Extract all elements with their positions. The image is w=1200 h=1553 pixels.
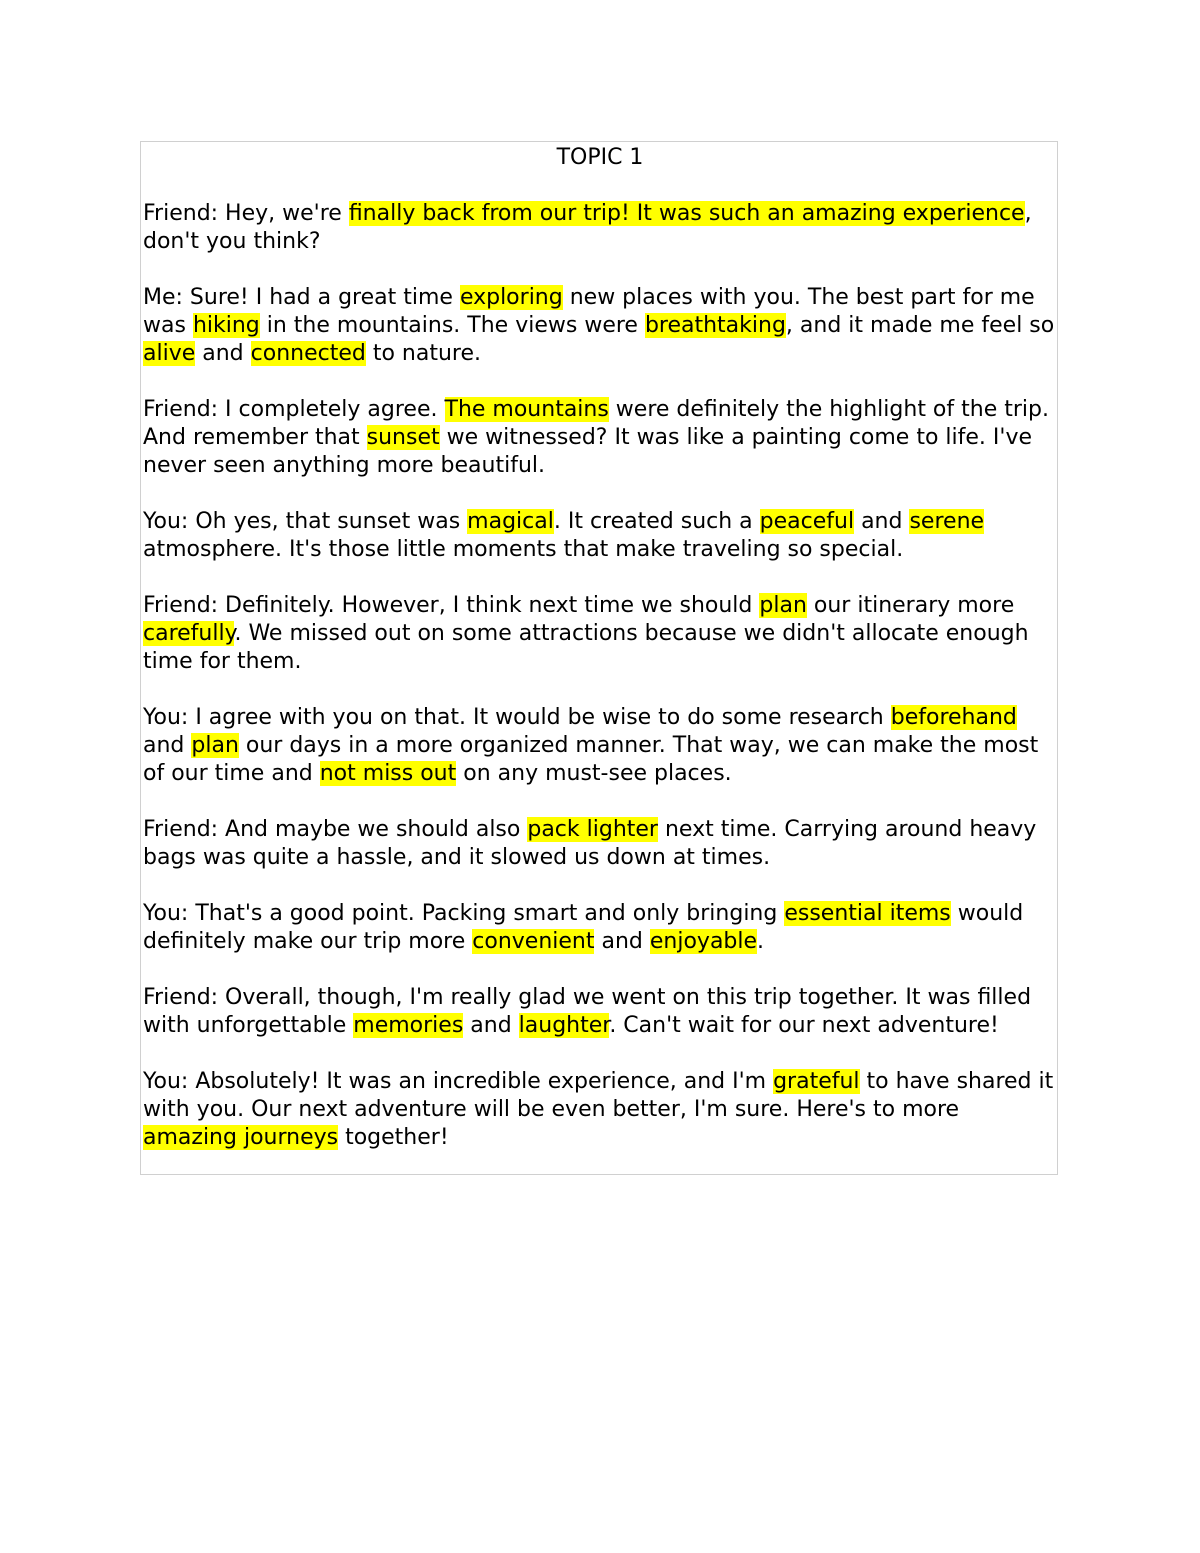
highlighted-phrase: breathtaking: [644, 313, 786, 338]
highlighted-phrase: finally back from our trip! It was such an amazing experience: [348, 201, 1025, 226]
text-segment: and: [195, 341, 251, 366]
text-segment: new places with you. The best part for me was: [143, 285, 1035, 338]
text-segment: and: [463, 1013, 519, 1038]
highlighted-phrase: exploring: [459, 285, 563, 310]
highlighted-phrase: carefully: [143, 621, 235, 646]
text-segment: to have shared it with you. Our next adventure will be even better, I'm sure. Here's to more: [143, 1069, 1054, 1122]
text-segment: on any must-see places.: [456, 761, 732, 786]
text-segment: atmosphere. It's those little moments that make traveling so special.: [143, 537, 904, 562]
text-segment: would definitely make our trip more: [143, 901, 1024, 954]
text-segment: , don't you think?: [143, 201, 1032, 254]
highlighted-phrase: memories: [353, 1013, 464, 1038]
dialogue-paragraph: [143, 984, 1057, 1040]
text-segment: in the mountains. The views were: [259, 313, 645, 338]
highlighted-phrase: not miss out: [319, 761, 457, 786]
highlighted-phrase: connected: [250, 341, 366, 366]
highlighted-phrase: hiking: [192, 313, 260, 338]
dialogue-paragraph: [143, 284, 1057, 368]
text-segment: Friend: And maybe we should also: [143, 817, 528, 842]
text-segment: You: Absolutely! It was an incredible experience, and I'm: [143, 1069, 774, 1094]
text-segment: .: [757, 929, 765, 954]
highlighted-phrase: beforehand: [890, 705, 1017, 730]
highlighted-phrase: peaceful: [759, 509, 855, 534]
document-page: [140, 141, 1058, 1175]
highlighted-phrase: plan: [759, 593, 807, 618]
highlighted-phrase: amazing journeys: [143, 1125, 339, 1150]
dialogue-paragraph: [143, 900, 1057, 956]
text-segment: Friend: Hey, we're: [143, 201, 349, 226]
highlighted-phrase: plan: [191, 733, 239, 758]
doc-title: TOPIC 1: [556, 145, 644, 170]
text-segment: Friend: I completely agree.: [143, 397, 445, 422]
highlighted-phrase: The mountains: [444, 397, 609, 422]
dialogue-paragraph: [143, 816, 1057, 872]
dialogue-paragraph: [143, 1068, 1057, 1152]
highlighted-phrase: convenient: [472, 929, 595, 954]
dialogue-paragraph: [143, 508, 1057, 564]
dialogue-body: [143, 200, 1057, 1152]
highlighted-phrase: pack lighter: [527, 817, 658, 842]
dialogue-paragraph: [143, 396, 1057, 480]
highlighted-phrase: enjoyable: [649, 929, 758, 954]
text-segment: You: Oh yes, that sunset was: [143, 509, 468, 534]
text-segment: together!: [338, 1125, 449, 1150]
highlighted-phrase: sunset: [366, 425, 440, 450]
highlighted-phrase: laughter: [518, 1013, 610, 1038]
highlighted-phrase: grateful: [773, 1069, 860, 1094]
text-segment: were definitely the highlight of the trip. And remember that: [143, 397, 1049, 450]
text-segment: and: [594, 929, 650, 954]
text-segment: our days in a more organized manner. That way, we can make the most of our time and: [143, 733, 1039, 786]
text-segment: You: I agree with you on that. It would be wise to do some research: [143, 705, 891, 730]
highlighted-phrase: alive: [143, 341, 196, 366]
text-segment: , and it made me feel so: [785, 313, 1055, 338]
dialogue-paragraph: [143, 200, 1057, 256]
highlighted-phrase: essential items: [784, 901, 951, 926]
text-segment: and: [854, 509, 910, 534]
text-segment: we witnessed? It was like a painting come to life. I've never seen anything more beautiful.: [143, 425, 1032, 478]
text-segment: our itinerary more: [806, 593, 1015, 618]
dialogue-paragraph: [143, 592, 1057, 676]
text-segment: Me: Sure! I had a great time: [143, 285, 460, 310]
text-segment: . It created such a: [553, 509, 760, 534]
text-segment: You: That's a good point. Packing smart and only bringing: [143, 901, 785, 926]
text-segment: . Can't wait for our next adventure!: [609, 1013, 999, 1038]
highlighted-phrase: magical: [467, 509, 554, 534]
highlighted-phrase: serene: [909, 509, 985, 534]
text-segment: Friend: Definitely. However, I think next time we should: [143, 593, 760, 618]
text-segment: next time. Carrying around heavy bags was quite a hassle, and it slowed us down at times.: [143, 817, 1037, 870]
dialogue-paragraph: [143, 704, 1057, 788]
text-segment: Friend: Overall, though, I'm really glad we went on this trip together. It was filled with unforgettable: [143, 985, 1032, 1038]
text-segment: . We missed out on some attractions because we didn't allocate enough time for them.: [143, 621, 1029, 674]
text-segment: and: [143, 733, 192, 758]
text-segment: to nature.: [365, 341, 482, 366]
